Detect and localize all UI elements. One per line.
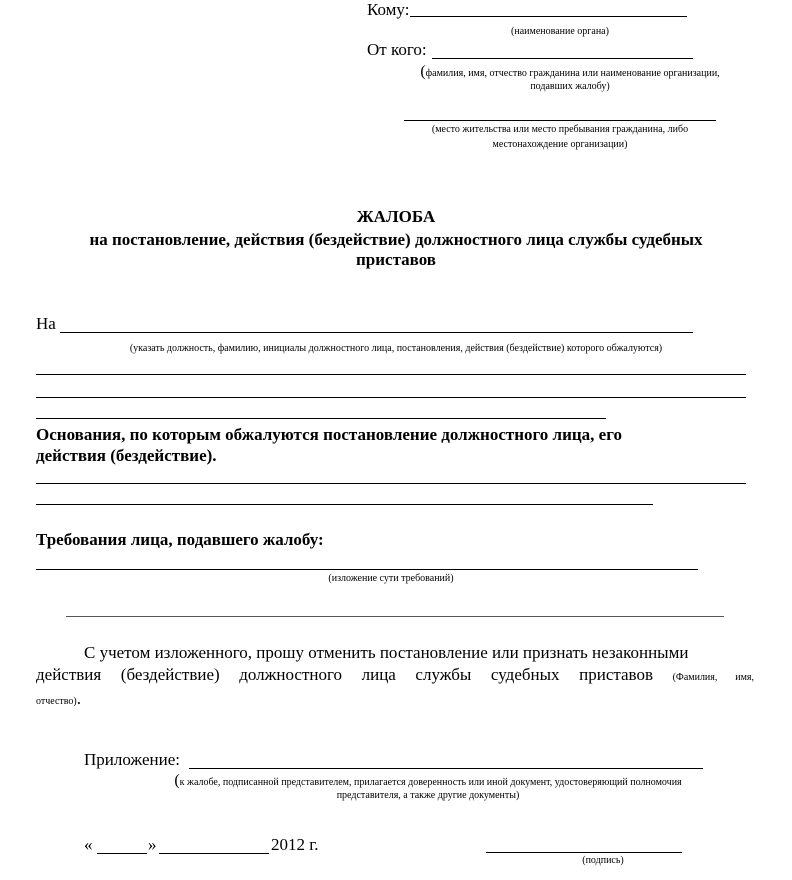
request-line1: С учетом изложенного, прошу отменить постановление или признать незаконными bbox=[84, 643, 689, 662]
to-label: Кому: bbox=[367, 0, 410, 19]
attachment-hint-line1: к жалобе, подписанной представителем, прилагается доверенность или иной документ, удостоверяющий полномочия bbox=[179, 777, 682, 788]
subject-label: На bbox=[36, 314, 56, 333]
demands-hint: (изложение сути требований) bbox=[328, 573, 454, 584]
grounds-heading-line1: Основания, по которым обжалуются постановление должностного лица, его bbox=[36, 425, 623, 444]
date-close-quote: » bbox=[148, 835, 157, 854]
from-hint-paren: ( bbox=[420, 63, 426, 80]
date-open-quote: « bbox=[84, 835, 93, 854]
request-line2 bbox=[36, 665, 754, 685]
attachment-hint-paren: ( bbox=[174, 772, 180, 789]
grounds-line-2[interactable] bbox=[36, 504, 653, 505]
from-hint-line2: подавших жалобу) bbox=[530, 81, 610, 92]
date-year: 2012 г. bbox=[271, 835, 319, 854]
grounds-line-1[interactable] bbox=[36, 483, 746, 484]
subject-line-3[interactable] bbox=[36, 397, 746, 398]
attachment-hint bbox=[113, 772, 743, 803]
to-hint: (наименование органа) bbox=[511, 26, 609, 37]
subject-line-2[interactable] bbox=[36, 374, 746, 375]
attachment-label: Приложение: bbox=[84, 750, 180, 769]
subject-line-4[interactable] bbox=[36, 418, 606, 419]
document-title: ЖАЛОБА bbox=[356, 207, 436, 226]
address-field[interactable] bbox=[404, 120, 716, 121]
from-hint bbox=[380, 63, 760, 94]
address-hint bbox=[395, 122, 725, 152]
request-line2-small: (Фамилия, имя, bbox=[672, 672, 755, 683]
request-line3 bbox=[36, 689, 81, 709]
request-line3-end: . bbox=[76, 689, 81, 708]
date-day-field[interactable] bbox=[97, 853, 147, 854]
from-field[interactable] bbox=[432, 58, 693, 59]
subject-hint: (указать должность, фамилию, инициалы должностного лица, постановления, действия (бездействие) которого обжалуются) bbox=[129, 343, 663, 354]
to-field[interactable] bbox=[410, 16, 687, 17]
attachment-field[interactable] bbox=[189, 768, 703, 769]
from-hint-line1: фамилия, имя, отчество гражданина или наименование организации, bbox=[425, 68, 720, 79]
subject-field[interactable] bbox=[60, 332, 693, 333]
from-label: От кого: bbox=[367, 40, 427, 59]
request-line3-small: отчество) bbox=[36, 696, 77, 707]
document-subtitle bbox=[0, 230, 792, 270]
signature-hint: (подпись) bbox=[582, 855, 624, 866]
subtitle-line1: на постановление, действия (бездействие) должностного лица службы судебных bbox=[89, 230, 703, 249]
demands-field[interactable] bbox=[36, 569, 698, 570]
date-month-field[interactable] bbox=[159, 853, 269, 854]
demands-line-2[interactable] bbox=[66, 616, 724, 617]
address-hint-line1: (место жительства или место пребывания гражданина, либо bbox=[431, 124, 689, 135]
address-hint-line2: местонахождение организации) bbox=[492, 139, 628, 150]
request-line2-main: действия (бездействие) должностного лица службы судебных приставов bbox=[36, 665, 653, 684]
attachment-hint-line2: представителя, а также другие документы) bbox=[336, 790, 520, 801]
grounds-heading-line2: действия (бездействие). bbox=[36, 446, 217, 465]
subtitle-line2: приставов bbox=[356, 250, 436, 269]
grounds-heading bbox=[36, 424, 622, 466]
demands-heading: Требования лица, подавшего жалобу: bbox=[36, 530, 324, 549]
